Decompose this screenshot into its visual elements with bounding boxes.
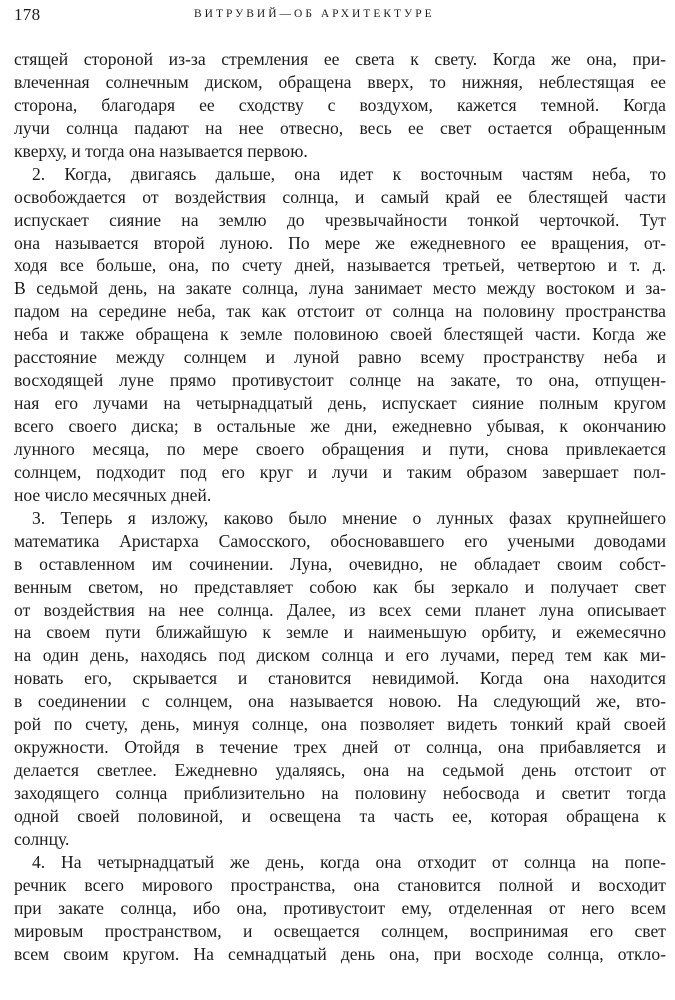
text-line: в соединении с солнцем, она называется новою. На следующий же, вто- [14,691,666,712]
text-line: всего своего диска; в остальные же дни, ежедневно убывая, к окончанию [14,416,666,436]
text-line: ная его лучами на четырнадцатый день, испускает сияние полным кругом [14,393,666,414]
text-line: солнцу. [14,828,70,849]
text-line: при закате солнца, ибо она, противустоит ему, отделенная от него всем [14,897,666,918]
text-line: ное число месячных дней. [14,484,212,505]
text-line: стящей стороной из-за стремления ее света к свету. Когда же она, при- [14,49,666,69]
text-line: в оставленном им сочинении. Луна, очевидно, не обладает своим собст- [14,553,666,574]
text-line: одной своей половиной, и освещена та часть ее, которая обращена к [14,805,666,826]
text-line: восходящей луне прямо противустоит солнце на закате, то она, отпущен- [14,370,666,391]
text-line: расстояние между солнцем и луной равно всему пространству неба и [14,347,666,368]
text-line: от воздействия на нее солнца. Далее, из всех семи планет луна описывает [14,599,666,620]
text-line: сторона, благодаря ее сходству с воздухом, кажется темной. Когда [14,94,666,115]
text-line: лунного месяца, по мере своего обращения и пути, снова привлекается [14,438,666,459]
text-line: венным светом, но представляет собою как бы зеркало и получает свет [14,576,666,597]
text-line: мировым пространством, и освещается солнцем, воспринимая его свет [14,920,666,941]
running-title: ВИТРУВИЙ—ОБ АРХИТЕКТУРЕ [194,8,435,20]
text-line: математика Аристарха Самосского, обосновавшего его учеными доводами [14,530,666,551]
text-line: окружности. Отойдя в течение трех дней от солнца, она прибавляется и [14,737,666,758]
text-line: на один день, находясь под диском солнца и его лучами, перед тем как ми- [14,645,666,666]
text-line: заходящего солнца приблизительно на половину небосвода и светит тогда [14,783,666,803]
text-line: она называется второй луною. По мере же ежедневного ее вращения, от- [14,232,666,253]
text-line: падом на середине неба, так как отстоит от солнца на половину пространства [14,301,666,322]
text-line: В седьмой день, на закате солнца, луна занимает место между востоком и за- [14,278,666,299]
text-line: речник всего мирового пространства, она становится полной и восходит [14,874,666,895]
text-line: делается светлее. Ежедневно удаляясь, она на седьмой день отстоит от [14,760,666,781]
paragraph-4-start: 4. На четырнадцатый же день, когда она отходит от солнца на попе- [32,851,666,872]
text-line: испускает сияние на землю до чрезвычайности тонкой черточкой. Тут [14,209,666,230]
text-line: кверху, и тогда она называется первою. [14,140,308,161]
text-line: на своем пути ближайшую к земле и наименьшую орбиту, и ежемесячно [14,622,666,643]
text-line: новать его, скрывается и становится невидимой. Когда она находится [14,668,666,689]
book-page [14,0,666,1000]
page-number: 178 [14,5,41,24]
text-line: освобождается от воздействия солнца, и самый край ее блестящей части [14,186,666,207]
text-line: всем своим кругом. На семнадцатый день она, при восходе солнца, откло- [14,943,666,964]
body-text [14,48,666,966]
text-line: лучи солнца падают на нее отвесно, весь ее свет остается обращенным [14,117,666,138]
text-line: влеченная солнечным диском, обращена вверх, то нижняя, неблестящая ее [14,71,666,92]
text-line: рой по счету, день, минуя солнце, она позволяет видеть тонкий край своей [14,714,666,735]
paragraph-2-start: 2. Когда, двигаясь дальше, она идет к восточным частям неба, то [32,163,666,184]
page-header [14,0,666,30]
text-line: неба и также обращена к земле половиною своей блестящей части. Когда же [14,324,666,345]
text-line: солнцем, подходит под его круг и лучи и таким образом завершает пол- [14,461,666,482]
paragraph-3-start: 3. Теперь я изложу, каково было мнение о лунных фазах крупнейшего [32,507,666,528]
text-line: ходя все больше, она, по счету дней, называется третьей, четвертою и т. д. [14,255,666,276]
